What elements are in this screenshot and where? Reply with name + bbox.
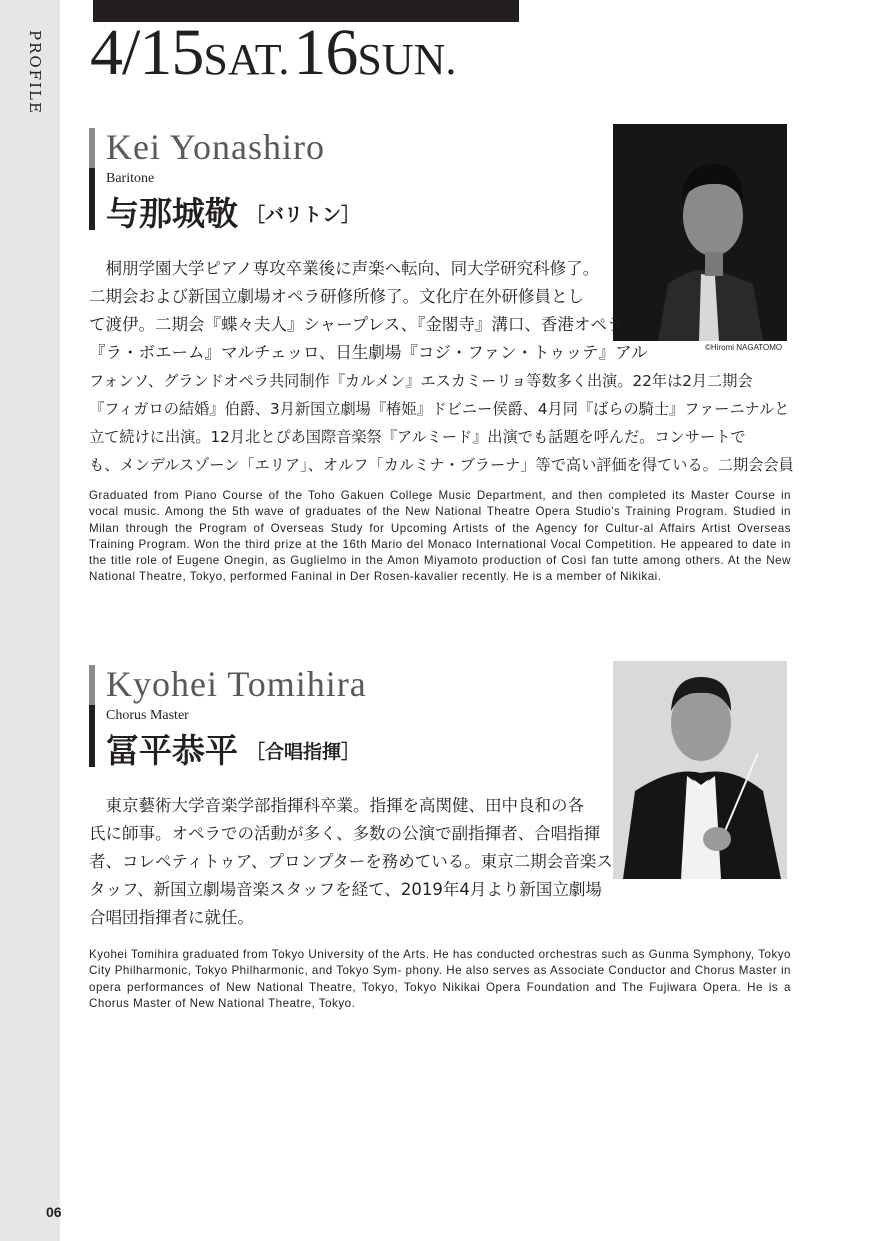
date-end: 16 [293,16,358,89]
heading-accent-bar [89,168,95,230]
biography-jp [89,255,794,479]
biography-en: Kyohei Tomihira graduated from Tokyo University of the Arts. He has conducted orchestras such as Gunma Symphony, Tokyo City Philharmonic, Tokyo Philharmonic, and Tokyo Sym- phony. He also serves as Associate Conductor and Chorus Master in opera performances of New National Theatre, Tokyo, Tokyo Nikikai Opera Foundation and The Fujiwara Opera. He is a Chorus Master of New National Theatre, Tokyo. [89,948,791,1010]
artist-role-jp: ［合唱指揮］ [246,741,361,763]
artist-role-jp: ［バリトン］ [246,204,361,226]
text-line: 東京藝術大学音楽学部指揮科卒業。指揮を高関健、田中良和の各 [89,796,584,815]
text-line: 『フィガロの結婚』伯爵、3月新国立劇場『椿姫』ドビニー侯爵、4月同『ばらの騎士』ファーニナルと [89,400,790,418]
sidebar [0,0,60,1241]
artist-photo [613,661,787,879]
artist-name-en: Kei Yonashiro [106,127,326,167]
day-start: SAT. [203,35,290,84]
performance-dates [90,16,457,89]
artist-name-jp: 与那城敬 ［バリトン］ [106,194,361,233]
text-line: 合唱団指揮者に就任。 [89,908,254,927]
artist-name-en: Kyohei Tomihira [106,664,367,704]
text-line: フォンソ、グランドオペラ共同制作『カルメン』エスカミーリョ等数多く出演。22年は2月二期会 [89,372,753,390]
biography-jp [89,792,613,932]
text-line: タッフ、新国立劇場音楽スタッフを経て、2019年4月より新国立劇場 [89,880,602,899]
date-start: 4/15 [90,16,204,89]
page-number: 06 [46,1204,62,1220]
text-line: 氏に師事。オペラでの活動が多く、多数の公演で副指揮者、合唱指揮 [89,824,601,843]
text-line: 桐朋学園大学ピアノ専攻卒業後に声楽へ転向、同大学研究科修了。 [89,259,600,278]
photo-credit: ©Hiromi NAGATOMO [705,343,783,352]
artist-name-jp: 冨平恭平 ［合唱指揮］ [106,731,361,770]
heading-accent-bar [89,665,95,705]
day-end: SUN. [357,35,457,84]
heading-accent-bar [89,705,95,767]
text-line: 二期会および新国立劇場オペラ研修所修了。文化庁在外研修員とし [89,287,584,306]
heading-accent-bar [89,128,95,168]
text-line: て渡伊。二期会『蝶々夫人』シャープレス、『金閣寺』溝口、香港オペラ [89,315,624,334]
text-line: 立て続けに出演。12月北とぴあ国際音楽祭『アルミード』出演でも話題を呼んだ。コンサートで [89,428,746,446]
biography-en: Graduated from Piano Course of the Toho Gakuen College Music Department, and then completed its Master Course in vocal music. Among the 5th wave of graduates of the New National Theatre Opera Studio's Training Program. Studied in Milan through the Program of Overseas Study for Upcoming Artists of the Agency for Cultur-al Affairs Artist Overseas Training Program. Won the third prize at the 16th Mario del Monaco International Vocal Competition. He appeared to date in the title role of Eugene Onegin, as Guglielmo in the Amon Miyamoto production of Così fan tutte among others. At the New National Theatre, Tokyo, performed Faninal in Der Rosen-kavalier recently. He is a member of Nikikai. [89,489,791,584]
text-line: 『ラ・ボエーム』マルチェッロ、日生劇場『コジ・ファン・トゥッテ』アル [89,343,648,362]
text-line: も、メンデルスゾーン「エリア」、オルフ「カルミナ・ブラーナ」等で高い評価を得ている。二期会会員 [89,456,794,474]
artist-role-en: Baritone [106,171,155,186]
text-line: 者、コレペティトゥア、プロンプターを務めている。東京二期会音楽ス [89,852,613,871]
artist-role-en: Chorus Master [106,708,189,723]
section-label: PROFILE [26,30,44,115]
